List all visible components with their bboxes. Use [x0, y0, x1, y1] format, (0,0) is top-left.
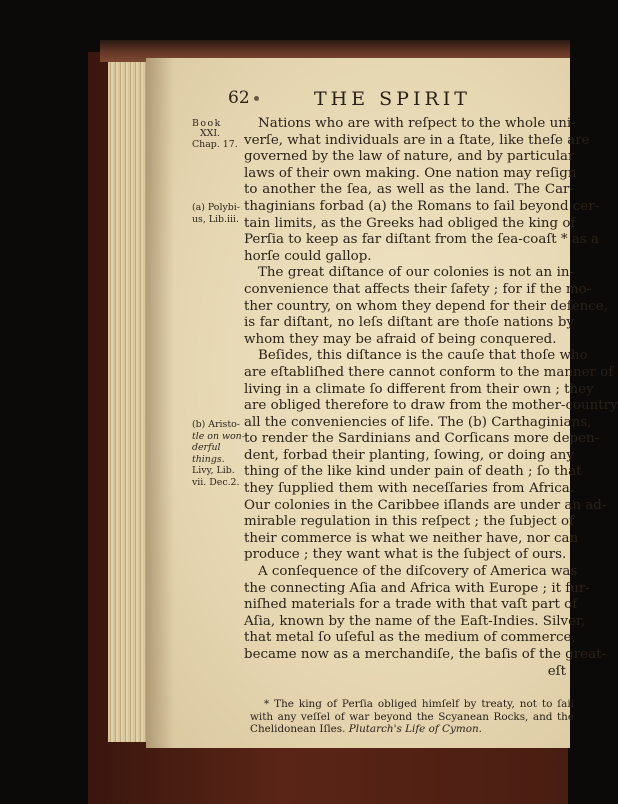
footnote-reference: Plutarch's Life of Cymon. [348, 723, 482, 736]
text-line: Our colonies in the Caribbee iſlands are under an ad- [244, 497, 607, 513]
text-line: dent, forbad their planting, ſowing, or doing any [244, 447, 574, 463]
text-line: Perſia to keep as far diſtant from the ſea-coaſt * as a [244, 232, 599, 248]
text-line: Nations who are with reſpect to the whole uni- [258, 116, 576, 131]
text-line: governed by the law of nature, and by particular [244, 149, 575, 165]
text-line: living in a climate ſo different from their own ; they [244, 381, 594, 397]
margin-book-label: Book [192, 118, 222, 129]
body-text [244, 116, 618, 680]
margin-note-a-line2: us, Lib.iii. [192, 213, 239, 225]
text-line: thaginians forbad (a) the Romans to ſail beyond cer- [244, 198, 600, 214]
margin-note-b-line1: (b) Aristo- [192, 419, 240, 430]
catchword: eſt [547, 663, 566, 679]
text-line: horſe could gallop. [244, 248, 372, 264]
text-line: The great diſtance of our colonies is not an in- [258, 265, 574, 281]
margin-note-a-line1: (a) Polybi- [192, 202, 240, 213]
text-line: became now as a merchandiſe, the baſis of the great- [244, 647, 606, 662]
footnote-line: * The king of Perſia obliged himſelf by treaty, not to ſail [264, 698, 574, 710]
footnote-line-last [250, 723, 574, 736]
page-number: 62 [228, 88, 250, 108]
text-line: ther country, on whom they depend for their defence, [244, 298, 608, 314]
text-line: thing of the like kind under pain of death ; ſo that [244, 464, 582, 480]
page-edges [108, 62, 148, 742]
book-page [146, 58, 618, 748]
text-line: is far diſtant, no leſs diſtant are thoſe nations by [244, 315, 574, 331]
text-line: produce ; they want what is the ſubject of ours. [244, 547, 567, 563]
text-line: to another the ſea, as well as the land. The Car- [244, 182, 574, 198]
margin-chapter: Chap. 17. [192, 139, 238, 150]
text-line: mirable regulation in this reſpect ; the ſubject of [244, 514, 574, 530]
margin-note-b-line2: tle on won- [192, 430, 245, 442]
margin-note-b-line4: things. [192, 453, 225, 465]
margin-note-b-line6: vii. Dec.2. [192, 476, 240, 488]
text-line: are obliged therefore to draw from the mother-country [244, 398, 618, 414]
margin-note-b-line5: Livy, Lib. [192, 465, 235, 476]
footnote [250, 698, 574, 736]
text-line: laws of their own making. One nation may reſign [244, 165, 577, 181]
text-line: verſe, what individuals are in a ſtate, like theſe are [244, 132, 590, 148]
footnote-line: with any veſſel of war beyond the Scyanean Rocks, and the [250, 710, 574, 723]
text-line: Aſia, known by the name of the Eaſt-Indies. Silver, [244, 613, 586, 629]
text-line: all the conveniencies of life. The (b) Carthaginians, [244, 414, 592, 430]
margin-note-b-line3: derful [192, 442, 221, 453]
text-line: whom they may be afraid of being conquered. [244, 331, 557, 347]
footnote-text: Chelidonean Iſles. [250, 723, 346, 736]
text-line: A conſequence of the diſcovery of America was [258, 564, 578, 580]
text-line: Beſides, this diſtance is the cauſe that thoſe who [258, 348, 588, 364]
text-line: are eſtabliſhed there cannot conform to the manner of [244, 364, 614, 380]
ink-dot [254, 96, 259, 101]
text-line: their commerce is what we neither have, nor can [244, 530, 579, 546]
text-line: tain limits, as the Greeks had obliged the king of [244, 215, 576, 231]
text-line: niſhed materials for a trade with that vaſt part of [244, 597, 578, 613]
text-line: they ſupplied them with neceſſaries from Africa. [244, 481, 574, 497]
running-title: THE SPIRIT [314, 88, 471, 110]
text-line: the connecting Aſia and Africa with Europe ; it fur- [244, 580, 590, 596]
page-header [146, 88, 570, 114]
text-line: convenience that affects their ſafety ; for if the mo- [244, 281, 592, 297]
text-line: that metal ſo uſeful as the medium of commerce, [244, 630, 576, 646]
text-line: to render the Sardinians and Corſicans more depen- [244, 431, 600, 447]
margin-book-number: XXI. [200, 128, 221, 139]
